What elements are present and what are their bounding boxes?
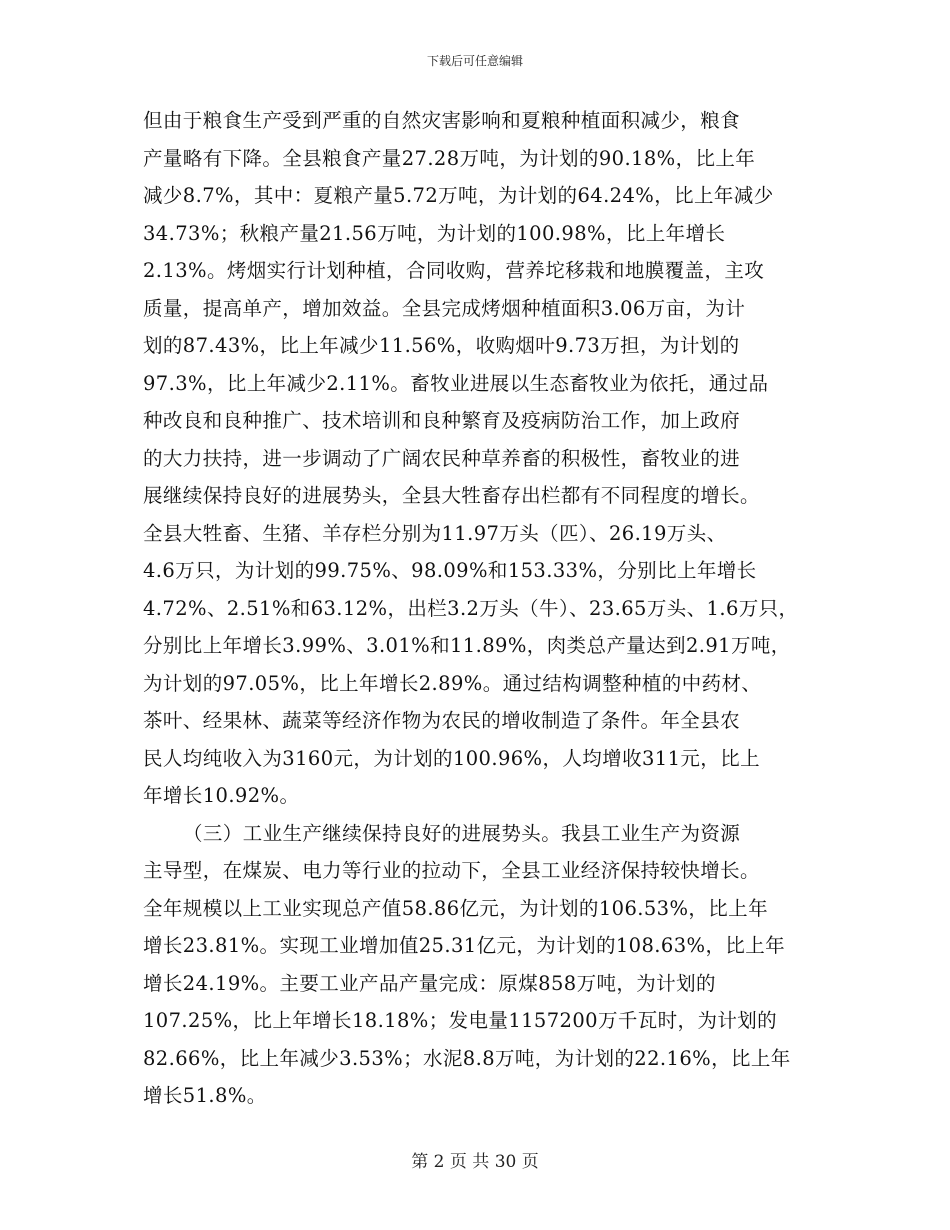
text-line: 全县大牲畜、生猪、羊存栏分别为11.97万头（匹）、26.19万头、 (143, 521, 727, 545)
text-line: 种改良和良种推广、技术培训和良种繁育及疫病防治工作，加上政府 (143, 409, 741, 432)
text-line: 分别比上年增长3.99%、3.01%和11.89%，肉类总产量达到2.91万吨， (143, 634, 791, 657)
text-line: 民人均纯收入为3160元，为计划的100.96%，人均增收311元，比上 (143, 746, 761, 770)
text-line: 2.13%。烤烟实行计划种植，合同收购，营养坨移栽和地膜覆盖，主攻 (143, 259, 765, 282)
text-line: 年增长10.92%。 (143, 784, 300, 807)
text-line: 减少8.7%，其中：夏粮产量5.72万吨，为计划的64.24%，比上年减少 (143, 184, 774, 207)
text-line: 107.25%，比上年增长18.18%；发电量1157200万千瓦时，为计划的 (143, 1009, 778, 1032)
text-line: 的大力扶持，进一步调动了广阔农民种草养畜的积极性，畜牧业的进 (143, 446, 741, 470)
section-heading-line: （三）工业生产继续保持良好的进展势头。我县工业生产为资源 (183, 821, 741, 845)
text-line: 增长24.19%。主要工业产品产量完成：原煤858万吨，为计划的 (143, 971, 716, 995)
text-line: 主导型，在煤炭、电力等行业的拉动下，全县工业经济保持较快增长。 (143, 859, 760, 882)
text-line: 产量略有下降。全县粮食产量27.28万吨，为计划的90.18%，比上年 (143, 146, 756, 170)
text-line: 82.66%，比上年减少3.53%；水泥8.8万吨，为计划的22.16%，比上年 (143, 1046, 791, 1070)
text-line: 增长51.8%。 (143, 1084, 267, 1107)
text-line: 97.3%，比上年减少2.11%。畜牧业进展以生态畜牧业为依托，通过品 (143, 371, 769, 395)
text-line: 34.73%；秋粮产量21.56万吨，为计划的100.98%，比上年增长 (143, 221, 726, 245)
text-line: 质量，提高单产，增加效益。全县完成烤烟种植面积3.06万亩，为计 (143, 296, 746, 320)
text-line: 4.72%、2.51%和63.12%，出栏3.2万头（牛）、23.65万头、1.6万只， (143, 596, 799, 620)
text-line: 为计划的97.05%，比上年增长2.89%。通过结构调整种植的中药材、 (143, 671, 762, 695)
text-line: 全年规模以上工业实现总产值58.86亿元，为计划的106.53%，比上年 (143, 896, 768, 920)
text-line: 茶叶、经果林、蔬菜等经济作物为农民的增收制造了条件。年全县农 (143, 709, 741, 732)
document-body (143, 102, 823, 1115)
text-line: 增长23.81%。实现工业增加值25.31亿元，为计划的108.63%，比上年 (143, 934, 786, 957)
text-line: 划的87.43%，比上年减少11.56%，收购烟叶9.73万担，为计划的 (143, 334, 740, 357)
page-number-footer: 第 2 页 共 30 页 (411, 1152, 539, 1172)
text-line: 但由于粮食生产受到严重的自然灾害影响和夏粮种植面积减少，粮食 (143, 109, 741, 132)
text-line: 4.6万只，为计划的99.75%、98.09%和153.33%，分别比上年增长 (143, 559, 757, 582)
text-line: 展继续保持良好的进展势头，全县大牲畜存出栏都有不同程度的增长。 (143, 484, 760, 507)
page-header: 下载后可任意编辑 (426, 54, 523, 68)
